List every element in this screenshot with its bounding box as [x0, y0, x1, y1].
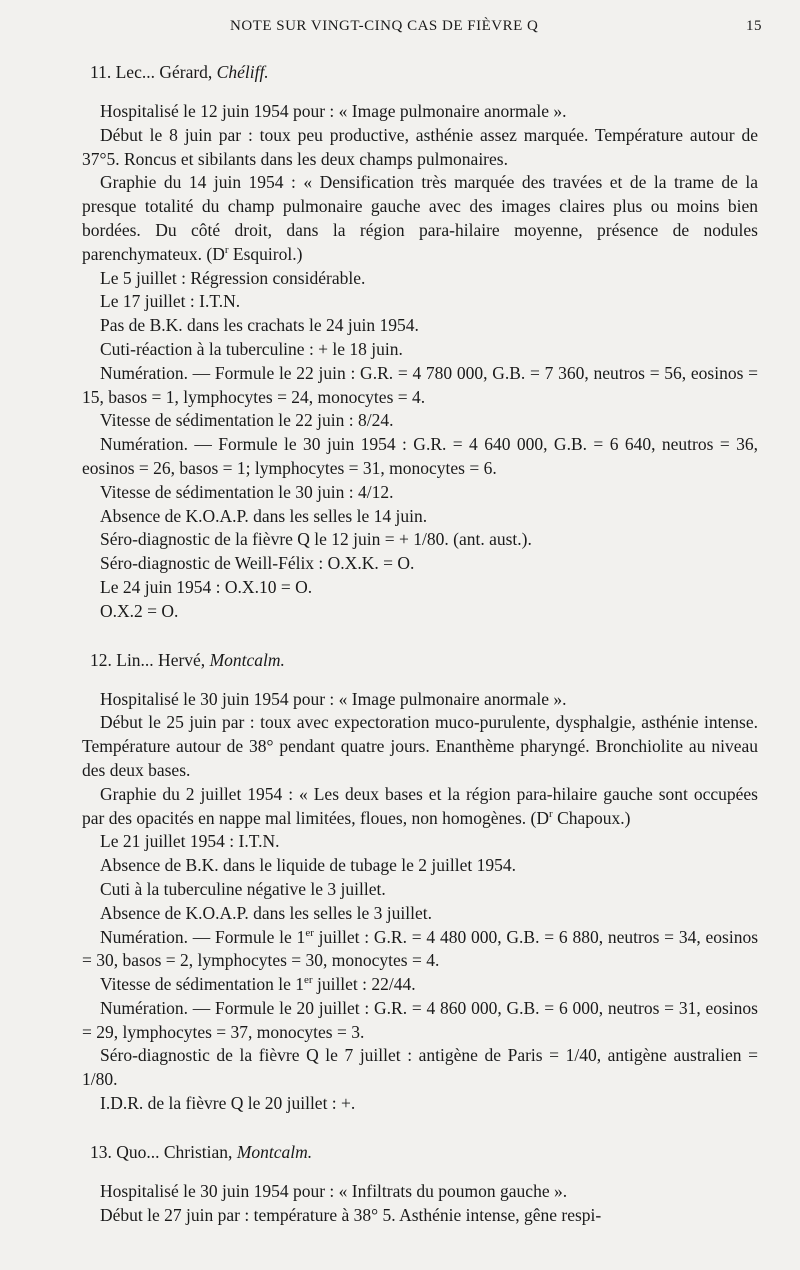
paragraph: Absence de B.K. dans le liquide de tubage le 2 juillet 1954.: [100, 855, 517, 876]
case-11: [82, 60, 758, 624]
case-13: [82, 1140, 758, 1228]
paragraph: Cuti-réaction à la tuberculine : + le 18 juin.: [100, 338, 403, 359]
running-title: NOTE SUR VINGT-CINQ CAS DE FIÈVRE Q: [230, 18, 539, 34]
case-number: 11.: [90, 62, 112, 82]
case-12: [82, 648, 758, 1116]
text-run: Graphie du 14 juin 1954 : « Densification très marquée des travées et de la trame de la presque totalité du champ pulmonaire gauche avec des images claires plus ou moins bien bordées. Du côté droit, dans la région para-hilaire moyenne, présence de nodules parenchymateux. (D: [82, 172, 758, 264]
superscript: r: [549, 807, 553, 820]
paragraph: Hospitalisé le 30 juin 1954 pour : « Image pulmonaire anormale ».: [100, 688, 567, 709]
paragraph: Absence de K.O.A.P. dans les selles le 14 juin.: [100, 505, 428, 526]
page-number: 15: [746, 18, 762, 34]
patient-name: Lin... Hervé,: [116, 649, 206, 670]
patient-name: Quo... Christian,: [116, 1141, 233, 1162]
paragraph: [82, 783, 758, 831]
paragraph: [82, 171, 758, 266]
paragraph: Le 17 juillet : I.T.N.: [100, 291, 241, 312]
superscript: er: [304, 974, 313, 987]
paragraph: Absence de K.O.A.P. dans les selles le 3 juillet.: [100, 902, 432, 923]
text-run: Vitesse de sédimentation le 1: [100, 974, 305, 995]
paragraph: Le 24 juin 1954 : O.X.10 = O.: [100, 576, 313, 597]
unit-name: Chéliff.: [216, 62, 269, 82]
case-number: 13.: [90, 1141, 112, 1162]
paragraph: Séro-diagnostic de la fièvre Q le 12 juin = + 1/80. (ant. aust.).: [100, 529, 532, 550]
text-run: Esquirol.): [228, 243, 303, 264]
case-heading: [90, 648, 758, 672]
superscript: er: [305, 926, 314, 939]
text-run: Numération. — Formule le 1: [100, 926, 306, 947]
paragraph: [82, 926, 758, 974]
paragraph: O.X.2 = O.: [100, 600, 179, 621]
paragraph: Séro-diagnostic de la fièvre Q le 7 juillet : antigène de Paris = 1/40, antigène australien = 1/80.: [82, 1045, 758, 1090]
spacer: [82, 1116, 758, 1140]
paragraph: Le 5 juillet : Régression considérable.: [100, 267, 366, 288]
paragraph: Hospitalisé le 30 juin 1954 pour : « Infiltrats du poumon gauche ».: [100, 1180, 568, 1201]
paragraph: Vitesse de sédimentation le 30 juin : 4/12.: [100, 481, 394, 502]
text-run: Chapoux.): [552, 807, 631, 828]
paragraph: Le 21 juillet 1954 : I.T.N.: [100, 831, 280, 852]
case-heading: [90, 1140, 758, 1164]
case-heading: [90, 60, 758, 84]
case-number: 12.: [90, 649, 112, 670]
paragraph: Cuti à la tuberculine négative le 3 juillet.: [100, 878, 386, 899]
paragraph: Début le 25 juin par : toux avec expectoration muco-purulente, dysphalgie, asthénie intense. Température autour de 38° pendant quatre jours. Enanthème pharyngé. Bronchiolite au niveau des deux bases.: [82, 712, 758, 780]
body-text: [82, 60, 758, 1227]
paragraph: Début le 27 juin par : température à 38° 5. Asthénie intense, gêne respi-: [100, 1204, 602, 1225]
paragraph: I.D.R. de la fièvre Q le 20 juillet : +.: [100, 1093, 356, 1114]
text-run: juillet : G.R. = 4 480 000, G.B. = 6 880, neutros = 34, eosinos = 30, basos = 2, lymphocytes = 30, monocytes = 4.: [82, 926, 758, 971]
paragraph: Pas de B.K. dans les crachats le 24 juin 1954.: [100, 315, 419, 336]
paragraph: Séro-diagnostic de Weill-Félix : O.X.K. = O.: [100, 553, 415, 574]
patient-name: Lec... Gérard,: [115, 62, 213, 82]
unit-name: Montcalm.: [209, 649, 285, 670]
unit-name: Montcalm.: [236, 1141, 313, 1162]
superscript: r: [224, 243, 229, 256]
text-run: juillet : 22/44.: [312, 974, 416, 995]
paragraph: Numération. — Formule le 22 juin : G.R. = 4 780 000, G.B. = 7 360, neutros = 56, eosinos = 15, basos = 1, lymphocytes = 24, monocytes = 4.: [82, 362, 758, 407]
paragraph: Début le 8 juin par : toux peu productive, asthénie assez marquée. Température autour de 37°5. Roncus et sibilants dans les deux champs pulmonaires.: [82, 124, 758, 169]
paragraph: [82, 973, 758, 997]
paragraph: Numération. — Formule le 20 juillet : G.R. = 4 860 000, G.B. = 6 000, neutros = 31, eosinos = 29, lymphocytes = 37, monocytes = 3.: [82, 997, 758, 1042]
text-run: Graphie du 2 juillet 1954 : « Les deux bases et la région para-hilaire gauche sont occupées par des opacités en nappe mal limitées, floues, non homogènes. (D: [82, 783, 758, 828]
spacer: [82, 624, 758, 648]
paragraph: Hospitalisé le 12 juin 1954 pour : « Image pulmonaire anormale ».: [100, 101, 567, 121]
running-head: [0, 18, 800, 42]
paragraph: Vitesse de sédimentation le 22 juin : 8/24.: [100, 410, 394, 431]
paragraph: Numération. — Formule le 30 juin 1954 : G.R. = 4 640 000, G.B. = 6 640, neutros = 36, eosinos = 26, basos = 1; lymphocytes = 31, monocytes = 6.: [82, 434, 758, 478]
